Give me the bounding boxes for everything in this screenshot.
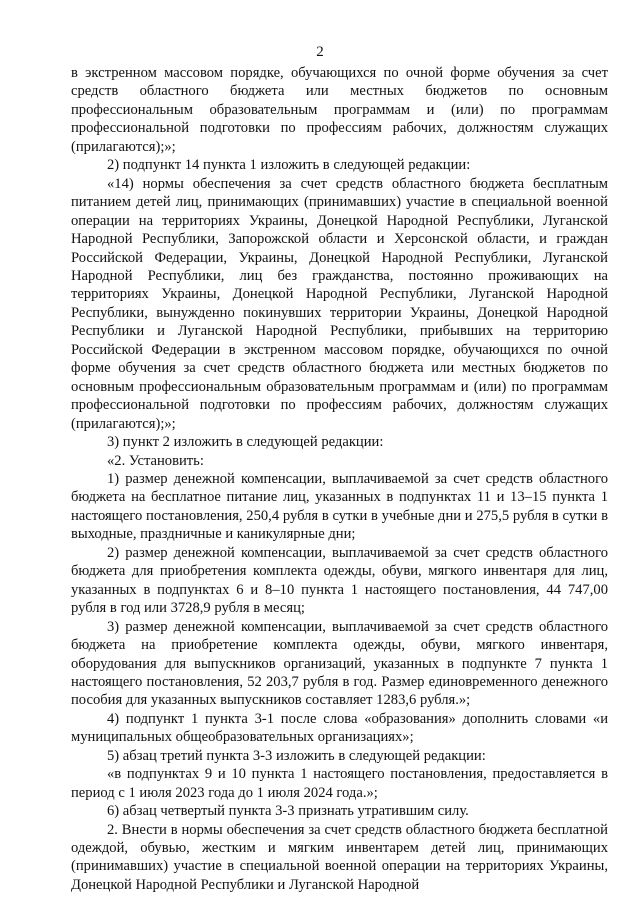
- paragraph: «2. Установить:: [107, 452, 204, 469]
- paragraph: 6) абзац четвертый пункта 3-3 признать утратившим силу.: [107, 803, 469, 820]
- paragraph: 2) подпункт 14 пункта 1 изложить в следующей редакции:: [107, 157, 471, 174]
- paragraph: 2. Внести в нормы обеспечения за счет средств областного бюджета бесплатной одеждой, обувью, жестким и мягким инвентарем детей лиц, принимающих (принимавших) участие в специальной военной операции на территориях Украины, Донецкой Народной Республики и Луганской Народной: [71, 821, 608, 893]
- paragraph: 3) пункт 2 изложить в следующей редакции:: [107, 434, 384, 451]
- page-number: 2: [316, 44, 324, 60]
- document-body: [71, 64, 608, 894]
- paragraph: 2) размер денежной компенсации, выплачиваемой за счет средств областного бюджета для приобретения комплекта одежды, обуви, мягкого инвентаря для лиц, указанных в подпунктах 6 и 8–10 пункта 1 настоящего постановления, 44 747,00 рубля в год или 3728,9 рубля в месяц;: [71, 544, 608, 617]
- paragraph: «14) нормы обеспечения за счет средств областного бюджета бесплатным питанием детей лиц, принимающих (принимавших) участие в специальной военной операции на территориях Украины, Донецкой Народной Республики, Луганской Народной Республики, Запорожской области и Херсонской области, и граждан Российской Федерации, Украины, Донецкой Народной Республики, Луганской Народной Республики, лиц без гражданства, постоянно проживающих на территориях Украины, Донецкой Народной Республики, Луганской Народной Республики, вынужденно покинувших территории Украины, Донецкой Народной Республики и Луганской Народной Республики, прибывших на территорию Российской Федерации в экстренном массовом порядке, обучающихся по очной форме обучения за счет средств областного бюджета или местных бюджетов по основным профессиональным образовательным программам и (или) по программам профессиональной подготовки по профессиям рабочих, должностям служащих (прилагаются);»;: [71, 175, 608, 432]
- paragraph: 3) размер денежной компенсации, выплачиваемой за счет средств областного бюджета на приобретение комплекта одежды, обуви, мягкого инвентаря, оборудования для выпускников организаций, указанных в подпункте 7 пункта 1 настоящего постановления, 52 203,7 рубля в год. Размер единовременного денежного пособия для указанных выпускников составляет 1283,6 рубля.»;: [71, 618, 608, 709]
- paragraph: «в подпунктах 9 и 10 пункта 1 настоящего постановления, предоставляется в период с 1 июля 2023 года до 1 июля 2024 года.»;: [71, 766, 608, 801]
- paragraph: 4) подпункт 1 пункта 3-1 после слова «образования» дополнить словами «и муниципальных общеобразовательных организациях»;: [71, 710, 608, 746]
- paragraph: 5) абзац третий пункта 3-3 изложить в следующей редакции:: [107, 747, 486, 764]
- paragraph: 1) размер денежной компенсации, выплачиваемой за счет средств областного бюджета на бесплатное питание лиц, указанных в подпунктах 11 и 13–15 пункта 1 настоящего постановления, 250,4 рубля в сутки в учебные дни и 275,5 рубля в сутки в выходные, праздничные и каникулярные дни;: [71, 470, 608, 543]
- paragraph: в экстренном массовом порядке, обучающихся по очной форме обучения за счет средств областного бюджета или местных бюджетов по основным профессиональным образовательным программам и (или) по программам профессиональной подготовки по профессиям рабочих, должностям служащих (прилагаются);»;: [71, 65, 608, 155]
